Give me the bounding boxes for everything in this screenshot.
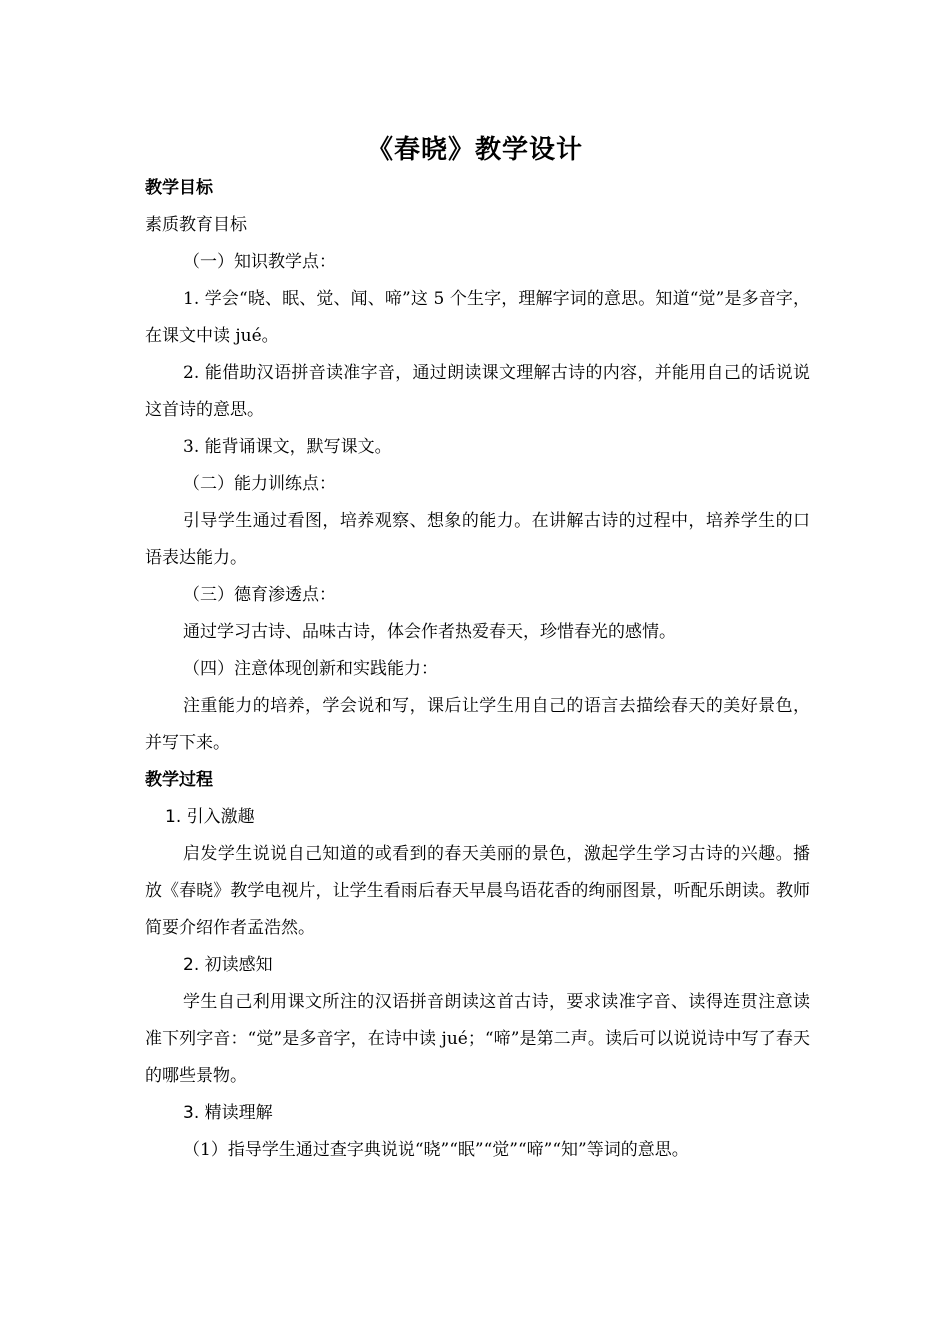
moral-text: 通过学习古诗、品味古诗，体会作者热爱春天，珍惜春光的感情。 xyxy=(183,622,676,642)
knowledge-item-1: 1. 学会“晓、眠、觉、闻、啼”这 5 个生字，理解字词的意思。知道“觉”是多音字，在课文中读 jué。 xyxy=(145,289,810,346)
ability-text: 引导学生通过看图，培养观察、想象的能力。在讲解古诗的过程中，培养学生的口语表达能力。 xyxy=(145,511,810,568)
document-title: 《春晓》教学设计 xyxy=(366,135,583,165)
step-3-label: 3. 精读理解 xyxy=(183,1103,273,1123)
innovation-label: （四）注意体现创新和实践能力： xyxy=(183,659,438,679)
step-2-text: 学生自己利用课文所注的汉语拼音朗读这首古诗，要求读准字音、读得连贯注意读准下列字音：“觉”是多音字，在诗中读 jué；“啼”是第二声。读后可以说说诗中写了春天的哪些景物。 xyxy=(145,992,810,1086)
knowledge-item-3: 3. 能背诵课文，默写课文。 xyxy=(183,437,392,457)
step-2-label: 2. 初读感知 xyxy=(183,955,273,975)
innovation-text: 注重能力的培养，学会说和写，课后让学生用自己的语言去描绘春天的美好景色，并写下来。 xyxy=(145,696,810,753)
step-1-label: 1. 引入激趣 xyxy=(165,807,255,827)
section-heading-process: 教学过程 xyxy=(145,770,213,790)
step-3-item-1: （1）指导学生通过查字典说说“晓”“眠”“觉”“啼”“知”等词的意思。 xyxy=(183,1140,689,1160)
knowledge-label: （一）知识教学点： xyxy=(183,252,336,272)
section-heading-goals: 教学目标 xyxy=(145,178,213,198)
moral-label: （三）德育渗透点： xyxy=(183,585,336,605)
document-body xyxy=(145,170,810,1169)
ability-label: （二）能力训练点： xyxy=(183,474,336,494)
step-1-text: 启发学生说说自己知道的或看到的春天美丽的景色，激起学生学习古诗的兴趣。播放《春晓》教学电视片，让学生看雨后春天早晨鸟语花香的绚丽图景，听配乐朗读。教师简要介绍作者孟浩然。 xyxy=(145,844,810,938)
knowledge-item-2: 2. 能借助汉语拼音读准字音，通过朗读课文理解古诗的内容，并能用自己的话说说这首诗的意思。 xyxy=(145,363,810,420)
subheading-quality-goals: 素质教育目标 xyxy=(145,215,247,235)
